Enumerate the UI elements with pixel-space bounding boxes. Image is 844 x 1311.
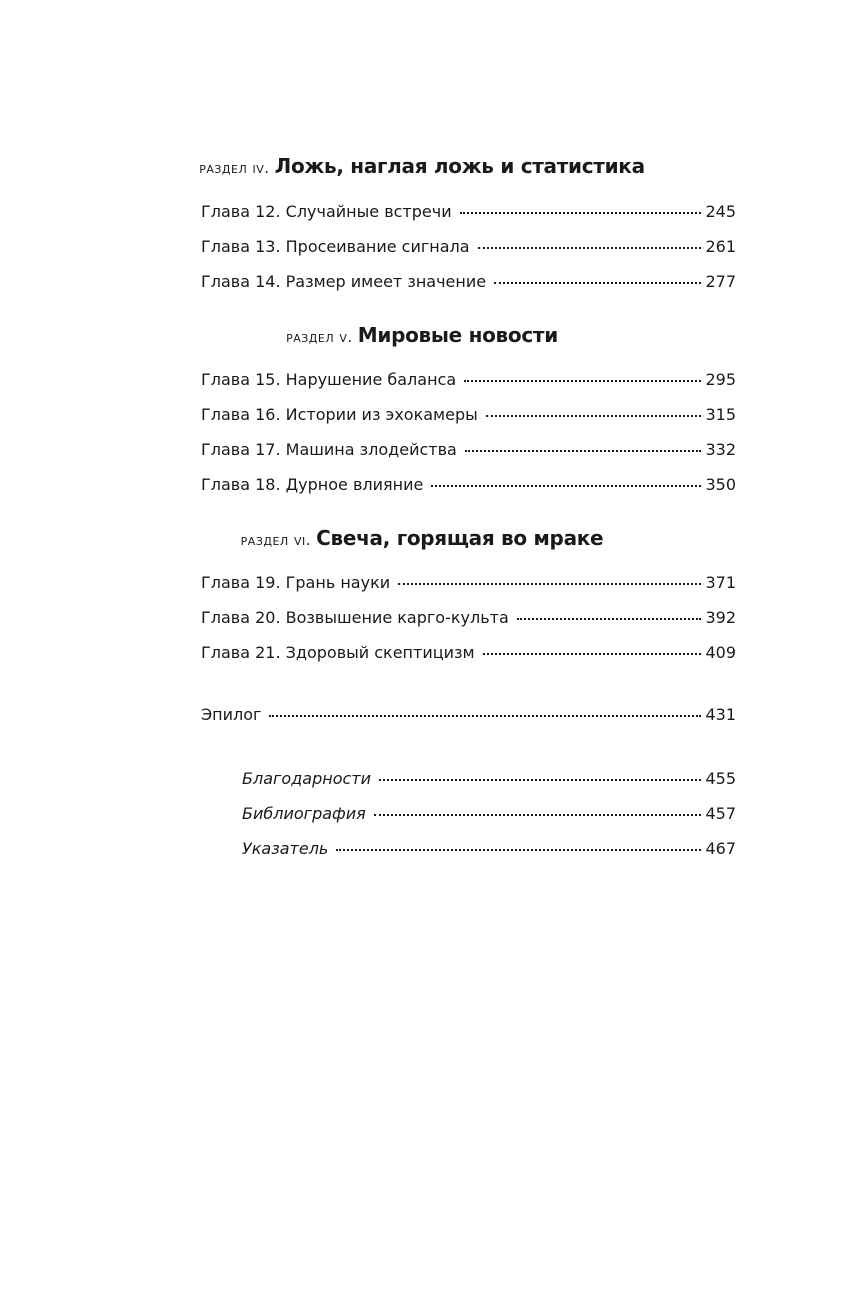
page-number: 350 [705, 475, 736, 494]
dot-leader [483, 653, 702, 655]
toc-entry-appendix[interactable] [242, 769, 736, 793]
chapter-title: Глава 14. Размер имеет значение [201, 272, 487, 291]
section-prefix: раздел v. [286, 328, 353, 346]
toc-entry[interactable] [201, 272, 736, 296]
page-number: 457 [705, 804, 736, 823]
section-prefix: раздел vi. [240, 531, 312, 549]
chapter-title: Глава 17. Машина злодейства [201, 440, 457, 459]
dot-leader [269, 715, 701, 717]
section-title: Мировые новости [357, 323, 558, 347]
page-number: 277 [705, 272, 736, 291]
epilogue-title: Эпилог [201, 705, 262, 724]
chapter-title: Глава 16. Истории из эхокамеры [201, 405, 478, 424]
page-number: 409 [705, 643, 736, 662]
dot-leader [431, 485, 701, 487]
toc-entry[interactable] [201, 475, 736, 499]
dot-leader [336, 849, 701, 851]
toc-entry[interactable] [201, 202, 736, 226]
page-number: 245 [705, 202, 736, 221]
section-heading [0, 526, 844, 550]
dot-leader [517, 618, 702, 620]
chapter-title: Глава 19. Грань науки [201, 573, 391, 592]
page-number: 371 [705, 573, 736, 592]
page-number: 295 [705, 370, 736, 389]
dot-leader [478, 247, 702, 249]
chapter-title: Глава 13. Просеивание сигнала [201, 237, 470, 256]
section-heading [0, 154, 844, 178]
dot-leader [465, 450, 702, 452]
section-title: Свеча, горящая во мраке [316, 526, 604, 550]
toc-entry[interactable] [201, 608, 736, 632]
dot-leader [486, 415, 702, 417]
toc-entry[interactable] [201, 370, 736, 394]
chapter-title: Глава 15. Нарушение баланса [201, 370, 457, 389]
toc-entry[interactable] [201, 440, 736, 464]
page-number: 261 [705, 237, 736, 256]
section-heading [0, 323, 844, 347]
page-number: 455 [705, 769, 736, 788]
page-number: 332 [705, 440, 736, 459]
dot-leader [374, 814, 702, 816]
appendix-title: Указатель [242, 839, 329, 858]
page-number: 315 [705, 405, 736, 424]
toc-entry-appendix[interactable] [242, 839, 736, 863]
section-title: Ложь, наглая ложь и статистика [274, 154, 645, 178]
toc-entry[interactable] [201, 573, 736, 597]
chapter-title: Глава 18. Дурное влияние [201, 475, 424, 494]
page-number: 431 [705, 705, 736, 724]
page-number: 392 [705, 608, 736, 627]
dot-leader [398, 583, 701, 585]
chapter-title: Глава 12. Случайные встречи [201, 202, 452, 221]
toc-entry[interactable] [201, 405, 736, 429]
section-prefix: раздел iv. [199, 159, 270, 177]
appendix-title: Благодарности [242, 769, 371, 788]
toc-entry-appendix[interactable] [242, 804, 736, 828]
dot-leader [464, 380, 701, 382]
dot-leader [494, 282, 701, 284]
chapter-title: Глава 20. Возвышение карго-культа [201, 608, 509, 627]
appendix-title: Библиография [242, 804, 366, 823]
page-number: 467 [705, 839, 736, 858]
toc-entry-epilogue[interactable] [201, 705, 736, 729]
chapter-title: Глава 21. Здоровый скептицизм [201, 643, 475, 662]
dot-leader [379, 779, 701, 781]
toc-entry[interactable] [201, 237, 736, 261]
toc-entry[interactable] [201, 643, 736, 667]
dot-leader [460, 212, 702, 214]
